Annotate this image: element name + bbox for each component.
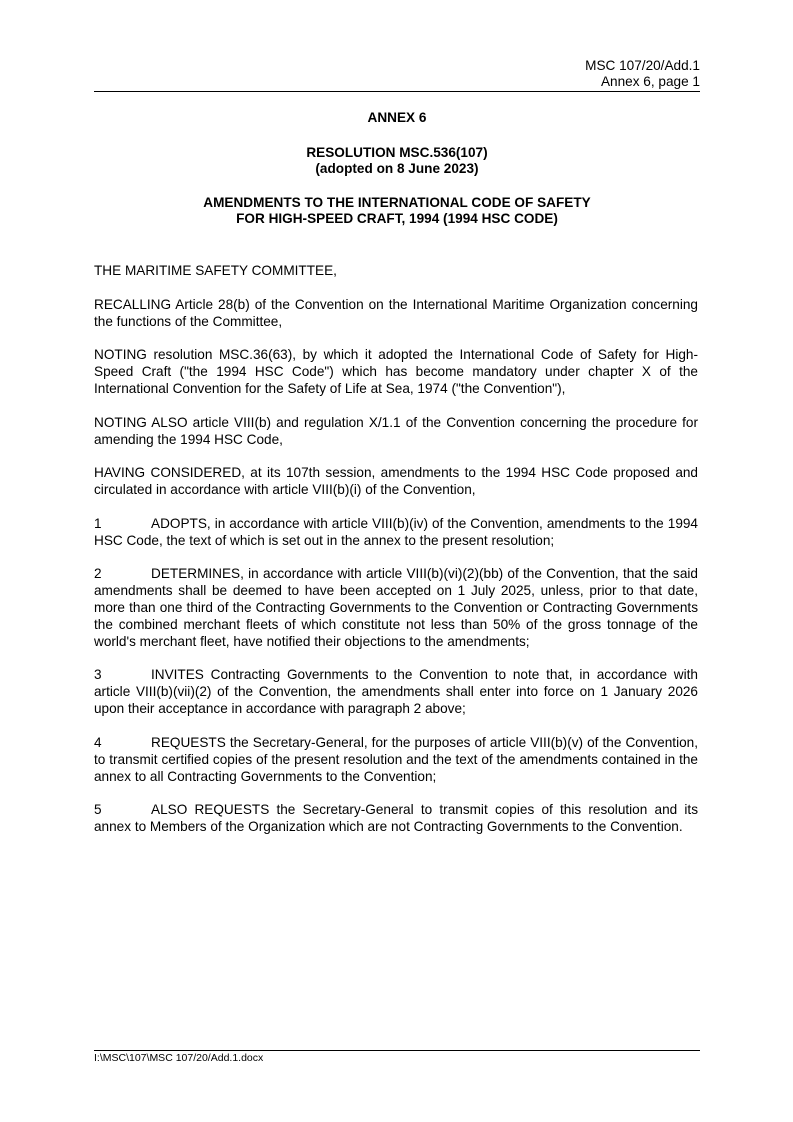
operative-paragraph-4	[94, 734, 698, 785]
annex-heading: ANNEX 6	[367, 110, 427, 125]
file-path-footer: I:\MSC\107\MSC 107/20/Add.1.docx	[94, 1052, 264, 1064]
paragraph-text: ALSO REQUESTS the Secretary-General to transmit copies of this resolution and its annex to Members of the Organization which are not Contracting Governments to the Convention.	[94, 802, 698, 834]
paragraph-text: DETERMINES, in accordance with article VIII(b)(vi)(2)(bb) of the Convention, that the said amendments shall be deemed to have been accepted on 1 July 2025, unless, prior to that date, more than one third of the Contracting Governments to the Convention or Contracting Governments the combined merchant fleets of which constitute not less than 50% of the gross tonnage of the world's merchant fleet, have notified their objections to the amendments;	[94, 566, 698, 649]
paragraph-number: 4	[94, 735, 102, 750]
operative-paragraph-3	[94, 666, 698, 717]
paragraph-number: 2	[94, 566, 102, 581]
committee-line: THE MARITIME SAFETY COMMITTEE,	[94, 263, 337, 278]
paragraph-text: ADOPTS, in accordance with article VIII(b)(iv) of the Convention, amendments to the 1994 HSC Code, the text of which is set out in the annex to the present resolution;	[94, 516, 698, 548]
preamble-noting-also: NOTING ALSO article VIII(b) and regulation X/1.1 of the Convention concerning the procedure for amending the 1994 HSC Code,	[94, 415, 698, 447]
operative-paragraph-1	[94, 515, 698, 549]
page-reference: Annex 6, page 1	[600, 74, 700, 89]
paragraph-number: 1	[94, 516, 102, 531]
title-line-1: AMENDMENTS TO THE INTERNATIONAL CODE OF SAFETY	[203, 195, 591, 210]
preamble-recalling: RECALLING Article 28(b) of the Convention on the International Maritime Organization concerning the functions of the Committee,	[94, 297, 698, 329]
document-symbol: MSC 107/20/Add.1	[585, 58, 700, 73]
preamble-noting: NOTING resolution MSC.36(63), by which it adopted the International Code of Safety for High-Speed Craft ("the 1994 HSC Code") which has become mandatory under chapter X of the International Convention for the Safety of Life at Sea, 1974 ("the Convention"),	[94, 347, 698, 396]
document-title	[94, 195, 700, 227]
resolution-number: RESOLUTION MSC.536(107)	[306, 145, 488, 160]
operative-paragraph-2	[94, 565, 698, 650]
page-header	[94, 58, 700, 90]
paragraph-text: REQUESTS the Secretary-General, for the purposes of article VIII(b)(v) of the Convention, to transmit certified copies of the present resolution and the text of the amendments contained in the annex to all Contracting Governments to the Convention;	[94, 735, 698, 784]
paragraph-number: 5	[94, 802, 102, 817]
paragraph-text: INVITES Contracting Governments to the Convention to note that, in accordance with article VIII(b)(vii)(2) of the Convention, the amendments shall enter into force on 1 January 2026 upon their acceptance in accordance with paragraph 2 above;	[94, 667, 698, 716]
footer-rule	[94, 1050, 700, 1051]
operative-paragraph-5	[94, 801, 698, 835]
title-line-2: FOR HIGH-SPEED CRAFT, 1994 (1994 HSC CODE)	[236, 211, 558, 226]
header-rule	[94, 91, 700, 92]
paragraph-number: 3	[94, 667, 102, 682]
resolution-heading	[94, 145, 700, 177]
adoption-date: (adopted on 8 June 2023)	[315, 161, 479, 176]
preamble-having-considered: HAVING CONSIDERED, at its 107th session, amendments to the 1994 HSC Code proposed and circulated in accordance with article VIII(b)(i) of the Convention,	[94, 465, 698, 497]
